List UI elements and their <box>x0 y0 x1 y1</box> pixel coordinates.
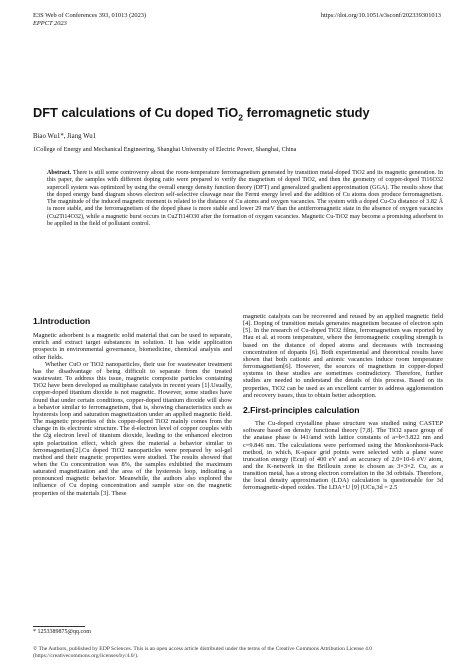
page-header <box>33 12 146 27</box>
paragraph: The Cu-doped crystalline phase structure was studied using CASTEP software based on density functional theory [7,8]. The TiO2 space group of the anatase phase is I41/amd with lattice constants of a=b=3.822 nm and c=9.846 nm. The calculations were performed using the Monkonhorst-Pack method, in which, K-space grid points were selected with a plane wave truncation energy (Ecut) of 400 eV and an accuracy of 2.0×10-6 eV/ atom, and the K-network in the Brillouin zone is chosen as 3×3×2. Cu, as a transition metal, has a strong electron correlation in the 3d orbitals. Therefore, the local density approximation (LDA) calculation is questionable for 3d ferromagnetic-doped oxides. The LDA+U [9] (UCu,3d = 2.5 <box>243 420 443 492</box>
paragraph: Whether CuO or TiO2 nanoparticles, their use for wastewater treatment has the disadvantage of being difficult to separate from the treated wastewater. To address this issue, magnetic composite particles containing TiO2 have been developed as multiphase catalysts in recent years [1].Usually, copper-doped titanium dioxide is not magnetic. However, some studies have found that under certain conditions, copper-doped titanium dioxide will show a behavior similar to ferromagnetism, that is, showing characteristics such as hysteresis loop and saturation magnetization under an applied magnetic field. The magnetic properties of this copper-doped TiO2 mainly comes from the change in its electronic structure. The d-electron level of copper couples with the t2g electron level of titanium dioxide, leading to the enhanced electron spin polarization effect, which gives the material a behavior similar to ferromagnetism[2].Cu doped TiO2 nanoparticles were prepared by sol-gel method and their magnetic properties were studied. The results showed that when the Cu concentration was 8%, the samples exhibited the maximum saturated magnetization and the area of the hysteresis loop, indicating a pronounced magnetic behavior. Meanwhile, the authors also explored the influence of Cu doping concentration and sample size on the magnetic properties of the materials [3]. These <box>33 360 232 497</box>
conference-name: EPPCT 2023 <box>33 19 67 27</box>
affiliation: 1College of Energy and Mechanical Engineering, Shanghai University of Electric Power, Shanghai, China <box>33 146 297 153</box>
doi-link[interactable]: https://doi.org/10.1051/e3sconf/202339301013 <box>320 12 441 19</box>
section-heading-first-principles: 2.First-principles calculation <box>243 404 360 415</box>
paragraph: magnetic catalysts can be recovered and reused by an applied magnetic field [4]. Doping of transition metals generates magnetism because of electron spin [5]. In the research of Cu-doped TiO2 films, ferromagnetism was reported by Hau et al. at room temperature, where the ferromagnetic coupling strength is based on the distance of doped atoms and decreases with increasing concentration of dopants [6]. Both experimental and theoretical results have shown that both cationic and anionic vacancies induce room temperature ferromagnetism[6]. However, the sources of magnetism in copper-doped systems in these studies are sometimes contradictory. Therefore, further studies are needed to understand the details of this process. Based on its properties, TiO2 can be used as an excellent carrier to address agglomeration and recovery issues, thus to obtain better adsorption. <box>243 313 443 399</box>
paper-title: DFT calculations of Cu doped TiO$_2$ ferromagnetic study <box>33 105 370 123</box>
author-email-footnote: * 1253389875@qq.com <box>33 629 91 635</box>
abstract-text: There is still some controversy about the room-temperature ferromagnetism generated by transition metal-doped TiO2 and its magnetic generation. In this paper, the samples with different doping ratio were prepared to verify the magnetism of doped TiO2, and then the geometry of copper-doped Ti16O32 supercell system was optimized by using the overall energy density function theory (DFT) and generalized gradient approximation (GGA). The results show that the doped energy band diagram shows electron self-selective cleavage near the Fermi energy level and the addition of Cu atoms does produce ferromagnetism. The magnitude of the induced magnetic moment is related to the distance of Cu atoms and oxygen vacancies. The system with a doped Cu-Cu distance of 3.82 Å is more stable, and the ferromagnetism of the doped phase is more stable and lower 29 meV than the antiferromagnetic state in the absence of oxygen vacancies (Cu2Ti14O32), while a magnetic burst occurs in Cu2Ti14O30 after the formation of oxygen vacancies. Magnetic Cu-TiO2 may become a promising adsorbent to be applied in the field of pollutant control. <box>47 170 443 227</box>
license-footer: © The Authors, published by EDP Sciences. This is an open access article distributed under the terms of the Creative Commons Attribution License 4.0 (https://creativecommons.org/licenses/by/4.0/). <box>33 646 373 659</box>
journal-citation: E3S Web of Conferences 393, 01013 (2023) <box>33 12 147 19</box>
paragraph: Magnetic adsorbent is a magnetic solid material that can be used to separate, enrich and extract target substances in solution. It has wide application prospects in environmental governance, biomedicine, chemical analysis and other fields. <box>33 332 232 361</box>
footnote-divider <box>33 626 85 627</box>
left-column <box>33 318 232 497</box>
authors: Biao Wu1*, Jiang Wu1 <box>33 133 97 140</box>
section-heading-introduction: 1.Introduction <box>33 316 91 326</box>
abstract <box>47 170 443 228</box>
abstract-label: Abstract. <box>47 170 72 176</box>
right-column <box>243 313 443 492</box>
